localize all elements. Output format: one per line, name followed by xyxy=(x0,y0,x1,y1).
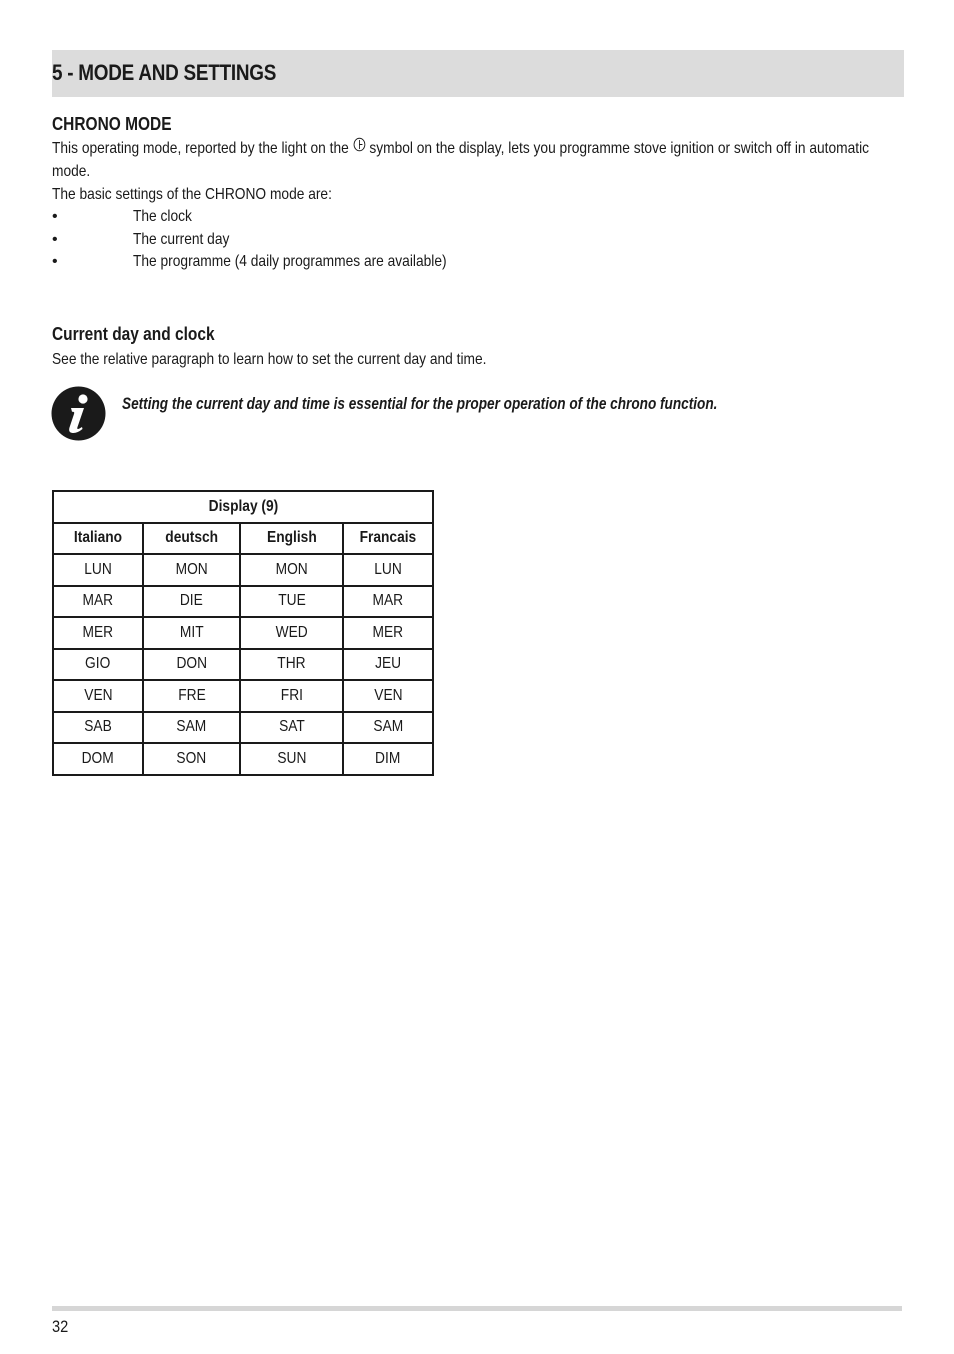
table-cell: MAR xyxy=(343,586,433,618)
footer-rule xyxy=(52,1306,902,1311)
bullet-point: • xyxy=(52,253,58,271)
table-row xyxy=(53,712,433,744)
clock-icon xyxy=(353,136,366,159)
table-cell: MAR xyxy=(53,586,143,618)
table-cell: THR xyxy=(240,649,343,681)
table-cell: WED xyxy=(240,617,343,649)
table-cell: TUE xyxy=(240,586,343,618)
table-title: Display (9) xyxy=(53,491,433,523)
info-icon xyxy=(51,386,106,441)
table-title-row xyxy=(53,491,433,523)
intro-text-after-symbol: symbol on the display, lets you programme stove ignition or switch off in automatic mode. xyxy=(52,140,870,180)
table-cell: SAB xyxy=(53,712,143,744)
list-item-text: The programme (4 daily programmes are available) xyxy=(133,253,447,271)
table-cell: VEN xyxy=(53,680,143,712)
table-row xyxy=(53,743,433,775)
table-cell: SAT xyxy=(240,712,343,744)
note-text: Setting the current day and time is essential for the proper operation of the chrono function. xyxy=(122,394,718,413)
table-cell: SAM xyxy=(343,712,433,744)
column-header: Francais xyxy=(343,523,433,555)
table-cell: MER xyxy=(343,617,433,649)
table-row xyxy=(53,680,433,712)
table-row xyxy=(53,586,433,618)
column-header: deutsch xyxy=(143,523,240,555)
page-number: 32 xyxy=(52,1317,69,1336)
column-header: English xyxy=(240,523,343,555)
list-item-text: The clock xyxy=(133,208,192,225)
days-table xyxy=(52,490,434,776)
table-cell: MIT xyxy=(143,617,240,649)
table-row xyxy=(53,554,433,586)
table-header-row xyxy=(53,523,433,555)
list-item-text: The current day xyxy=(133,230,230,248)
chrono-mode-intro xyxy=(52,137,903,183)
table-cell: JEU xyxy=(343,649,433,681)
table-row xyxy=(53,617,433,649)
table-cell: LUN xyxy=(53,554,143,586)
table-cell: FRE xyxy=(143,680,240,712)
bullet-point: • xyxy=(52,208,58,225)
table-cell: SAM xyxy=(143,712,240,744)
table-cell: SON xyxy=(143,743,240,775)
column-header: Italiano xyxy=(53,523,143,555)
basic-settings-intro: The basic settings of the CHRONO mode are: xyxy=(52,186,332,203)
table-cell: FRI xyxy=(240,680,343,712)
intro-text-before-symbol: This operating mode, reported by the light on the xyxy=(52,140,349,157)
table-cell: VEN xyxy=(343,680,433,712)
table-cell: GIO xyxy=(53,649,143,681)
current-day-text: See the relative paragraph to learn how to set the current day and time. xyxy=(52,351,487,368)
table-cell: DON xyxy=(143,649,240,681)
table-cell: MON xyxy=(143,554,240,586)
section-title: 5 - MODE AND SETTINGS xyxy=(52,60,277,85)
current-day-heading: Current day and clock xyxy=(52,324,215,344)
chrono-mode-heading: CHRONO MODE xyxy=(52,114,172,134)
bullet-point: • xyxy=(52,230,58,248)
table-cell: MON xyxy=(240,554,343,586)
table-cell: LUN xyxy=(343,554,433,586)
table-cell: DIM xyxy=(343,743,433,775)
table-cell: DOM xyxy=(53,743,143,775)
table-row xyxy=(53,649,433,681)
table-cell: SUN xyxy=(240,743,343,775)
table-cell: DIE xyxy=(143,586,240,618)
table-cell: MER xyxy=(53,617,143,649)
